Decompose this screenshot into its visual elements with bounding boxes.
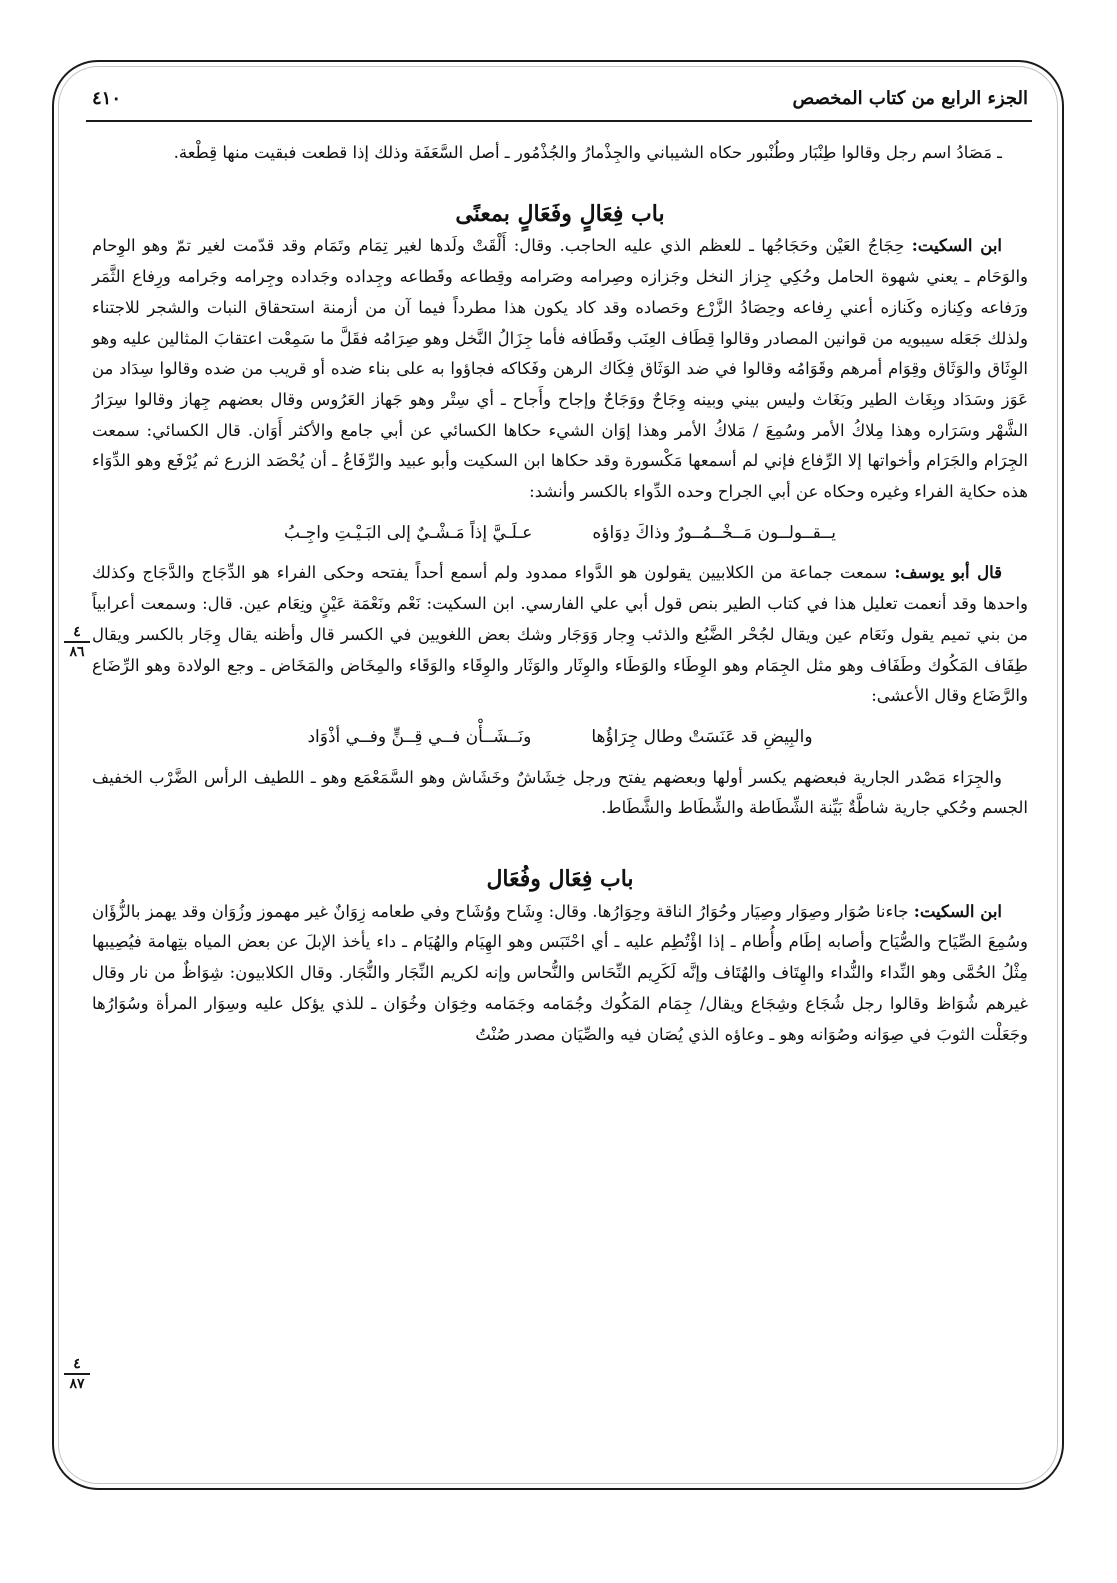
- verse-couplet-1: [92, 518, 1028, 549]
- paragraph-text: سمعت جماعة من الكلابيين يقولون هو الدَّواء ممدود ولم أسمع أحداً يفتحه وحكى الفراء هو الدِّجَاج والدَّجَاج وكذلك واحدها وقد أنعمت تعليل هذا في كتاب الطير بنص قول أبي علي الفارسي. ابن السكيت: نَعْم ونَعْمَة عَيْنٍ ونِعَام عين. قال: وسمعت أعرابياً من بني تميم يقول ونَعَام عين ويقال لجُحْر الضَّبُع والذئب وِجار وَوَجَار وشك بعض اللغويين في الكسر قال وأظنه يقال وِجَار بالكسر ويقال طِفَاف المَكُوك وطَفَاف وهو مثل الجِمَام وهو الوِطَاء والوَطَاء والوِثَار والوَثَار والوِقَاء والوَقَاء والمِخَاض والمَخَاض ـ وجع الولادة وهو الرِّضَاع والرَّضَاع وقال الأعشى:: [92, 563, 1028, 706]
- margin-reference-87: [62, 1357, 92, 1391]
- margin-reference-divider: [64, 1373, 90, 1375]
- section-title-fiaal-fuaal: باب فِعَال وفُعَال: [486, 866, 634, 893]
- verse-second-hemistich: عـلَـيَّ إذاً مَـشْـيٌ إلى البَـيْـتِ واجِـبُ: [284, 522, 533, 543]
- verse-second-hemistich: ونَــشَــأْن فــي قِــنٍّ وفــي أذْوَاد: [307, 726, 532, 747]
- section2-paragraph-1: [92, 897, 1028, 1051]
- section1-paragraph-1: [92, 231, 1028, 507]
- speaker-name: قال أبو يوسف:: [894, 563, 1002, 583]
- section-title-fiaal-faaal: باب فِعَالٍ وفَعَالٍ بمعنًى: [455, 200, 665, 227]
- page-header: [86, 82, 1032, 122]
- margin-reference-86: [62, 625, 92, 659]
- margin-reference-volume: ٤: [73, 624, 81, 640]
- page-body: [92, 138, 1028, 1050]
- intro-paragraph: ـ مَصَادُ اسم رجل وقالوا طِنْبَار وطُنْبور حكاه الشيباني والجِذْمارُ والجُذْمُور ـ أصل السَّعَفَة وذلك إذا قطعت فبقيت منها قِطْعة.: [173, 143, 1002, 162]
- margin-reference-page: ٨٧: [69, 1376, 85, 1392]
- margin-reference-volume: ٤: [73, 1356, 81, 1372]
- section1-paragraph-3: والجِرَاء مَصْدر الجارية فبعضهم يكسر أولها وبعضهم يفتح ورجل خِشَاشٌ وخَشَاش وهو السَّمَعْمَع وهو ـ اللطيف الرأس الضَّرْب الخفيف الجسم وحُكي جارية شاطَّةٌ بَيِّنة الشِّطَاطة والشِّطَاط والشَّطَاط.: [92, 767, 1028, 818]
- section1-paragraph-2: [92, 558, 1028, 712]
- page-number: ٤١٠: [92, 88, 122, 109]
- margin-reference-page: ٨٦: [69, 644, 85, 660]
- verse-first-hemistich: يــقــولــون مَــخْــمُــورٌ وذاكَ دِوَاؤه: [592, 522, 836, 543]
- paragraph-text: جاءنا صُوَار وصِوَار وصِيَار وحُوَارُ الناقة وحِوَارُها. وقال: وِشَاح ووُشَاح وفي طعامه زِوَانٌ غير مهموز وزُوَان وقد يهمز بالزُّؤَان وسُمِعَ الصِّيَاح والصُّيَاح وأصابه إطَام وأُطام ـ إذا اؤْتُطِم عليه ـ أي احْتَبَس وهو الهِيَام والهُيَام ـ داء يأخذ الإبلَ عن بعض المياه بتِهامة فيُصِيبها مِثْلُ الحُمَّى وهو النِّداء والنُّداء والهِتَاف والهُتَاف وإنَّه لَكَرِيم النِّحَاس والنُّحاس وإنه لكريم النِّجَار والنُّجَار. وقال الكلابيون: شِوَاظٌ من نار وقال غيرهم شُوَاظ وقالوا رجل شُجَاع وشِجَاع ويقال/ جِمَام المَكُوك وجُمَامه وجَمَامه وخِوَان وخُوَان ـ للذي يؤكل عليه وسِوَار المرأة وسُوَارُها وجَعَلْت الثوبَ في صِوَانه وصُوَانه وهو ـ وعاؤه الذي يُصَان فيه والصِّيَان مصدر صُنْتُ: [92, 901, 1028, 1044]
- verse-first-hemistich: والبِيضِ قد عَنَسَتْ وطال جِرَاؤُها: [591, 726, 813, 747]
- speaker-name: ابن السكيت:: [913, 901, 1002, 921]
- running-title: الجزء الرابع من كتاب المخصص: [792, 88, 1028, 109]
- margin-reference-divider: [64, 641, 90, 643]
- speaker-name: ابن السكيت:: [911, 236, 1002, 256]
- paragraph-text: حِجَاجُ العَيْن وحَجَاجُها ـ للعظم الذي عليه الحاجب. وقال: أَلْقَتْ ولَدها لغير تِمَام وتَمَام وقد قدّمت لغير تمّ وهو الوِحام والوَحَام ـ يعني شهوة الحامل وحُكِي جِزاز النخل وجَزازه وصِرامه وصَرامه وقِطاعه وقَطاعه وجِداده وجَداده وجِرامه وجَرامه ورِفاع الثَّمَر ورَفاعه وكِنازه وكَنازه أعني رِفاعه وحِصَادُ الزَّرْع وحَصاده وقد كاد يكون هذا مطرداً فيما آن من أزمنة استحقاق النبات والشجر للاجتناء ولذلك جَعَله سيبويه من قوانين المصادر وقالوا قِطَاف العِنَب وقَطَافه فأما جِزَالُ النَّخل وهو صِرَامُه فقَلَّ ما سَمِعْت اعتقابَ المثالين عليه وهو الوِثَاق والوَثَاق وقِوَام أمرهم وقَوَامُه وقالوا في ضد الوَثَاق فِكَاك الرهن وفَكاكه فجاؤوا به على بناء ضده أو قريب من ضده وقالوا سِدَاد من عَوَز وسَدَاد وبِغَاث الطير وبَغَاث وليس بيني وبينه وِجَاحٌ ووَجَاحٌ وإجاح وأَجاح ـ أي سِتْر وهو جَهاز العَرُوس وقال بعضهم جِهاز وقالوا سِرَارُ الشَّهْر وسَرَاره وهذا مِلاكُ الأمر وسُمِعَ / مَلاكُ الأمر وهذا إوَان الشيء حكاها الكسائي عن أبي جامع والأكثر أَوَان. قال الكسائي: سمعت الجِرَام والجَرَام وأخواتها إلا الرِّفاع فإني لم أسمعها مَكْسورة وقد حكاها ابن السكيت وأبو عبيد والرِّفَاعُ ـ أن يُحْصَد الزرع ثم يُرْفَع وهو الدِّوَاء هذه حكاية الفراء وغيره وحكاه عن أبي الجراح وحده الدِّواء بالكسر وأنشد:: [92, 236, 1028, 502]
- verse-couplet-2: [92, 722, 1028, 753]
